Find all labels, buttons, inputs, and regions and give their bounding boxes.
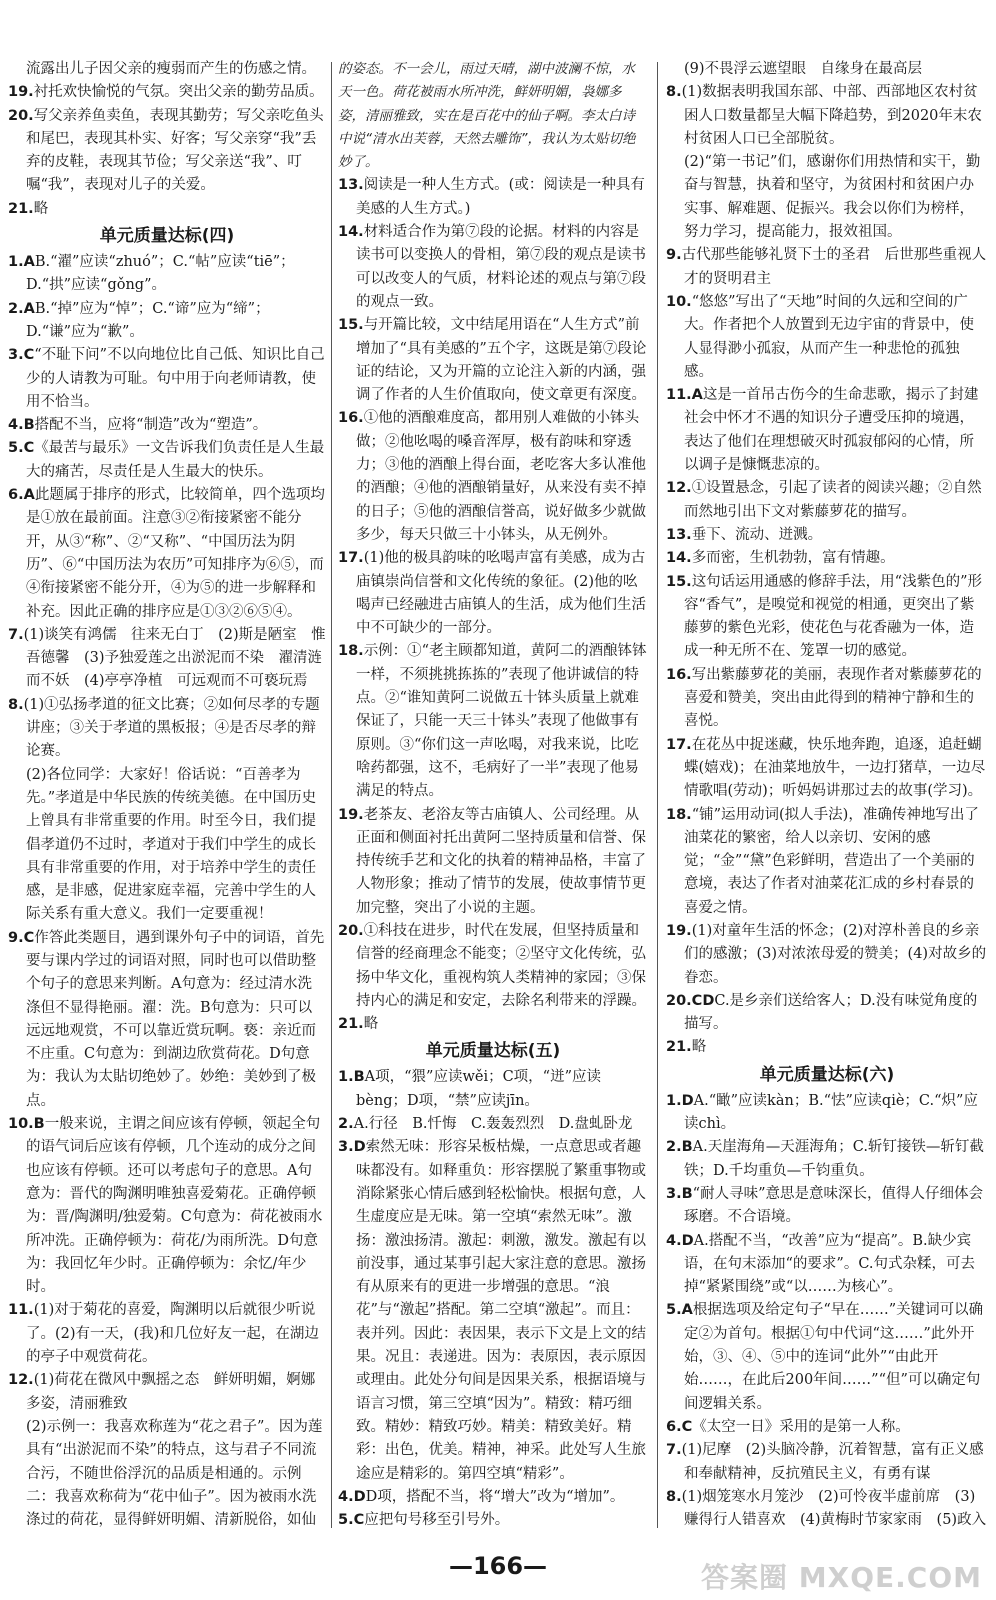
answer-text: (1)谈笑有鸿儒 往来无白丁 (2)斯是陋室 惟吾德馨 (3)予独爱莲之出淤泥而不染 濯清涟而不妖 (4)亭亭净植 可远观而不可亵玩焉 bbox=[23, 626, 326, 690]
answer-text: 衬托欢快愉悦的气氛。突出父亲的勤劳品质。 bbox=[33, 84, 324, 101]
question-number: 3.D bbox=[338, 1139, 366, 1156]
question-number: 18. bbox=[338, 643, 364, 660]
answer-item bbox=[338, 640, 648, 803]
answer-text: 材料适合作为第⑦段的论据。材料的内容是读书可以变换人的骨相，第⑦段的观点是读书可以改变人的气质，材料论述的观点与第⑦段的观点一致。 bbox=[356, 224, 646, 310]
question-number: 19. bbox=[666, 922, 692, 939]
question-number: 19. bbox=[8, 84, 34, 101]
answer-text: 《太空一日》采用的是第一人称。 bbox=[692, 1418, 910, 1435]
question-number: 1.A bbox=[8, 254, 35, 271]
question-number: 5.C bbox=[8, 440, 35, 457]
question-number: 18. bbox=[666, 806, 692, 823]
answer-text: 示例：①“老主顾都知道，黄阿二的酒酿钵钵一样，不须挑挑拣拣的”表现了他讲诚信的特点。②“谁知黄阿二说做五十钵头质量上就难保证了，只能一天三十钵头”表现了他做事有原则。③“你们这一声吆喝，对我来说，比吃啥药都强，这不，毛病好了一半”表现了他易满足的特点。 bbox=[356, 643, 647, 800]
answer-item bbox=[666, 1036, 988, 1059]
answer-item bbox=[666, 734, 988, 804]
question-number: 3.C bbox=[8, 347, 35, 364]
question-number: 4.D bbox=[338, 1488, 366, 1505]
question-number: 16. bbox=[338, 410, 364, 427]
answer-item bbox=[666, 1486, 988, 1530]
answer-text: 这是一首吊古伤今的生命悲歌，揭示了封建社会中怀才不遇的知识分子遭受压抑的境遇，表达了他们在理想破灭时孤寂郁闷的心情，所以调子是慷慨悲凉的。 bbox=[684, 387, 979, 474]
answer-text: “悠悠”写出了“天地”时间的久远和空间的广大。作者把个人放置到无边宇宙的背景中，使人显得渺小孤寂，从而产生一种悲怆的孤独感。 bbox=[684, 293, 974, 380]
question-number: 20. bbox=[8, 107, 34, 124]
column-divider bbox=[657, 62, 658, 1528]
answer-text: 一般来说，主谓之间应该有停顿，领起全句的语气词后应该有停顿，几个连动的成分之间也应该有停顿。还可以考虑句子的意思。A句意为：晋代的陶渊明唯独喜爱菊花。正确停顿为：晋/陶渊明/独爱菊。C句意为：荷花被雨水所冲洗。正确停顿为：荷花/为雨所洗。D句意为：我回忆年少时。正确停顿为：余忆/年少时。 bbox=[26, 1116, 323, 1296]
section-heading: 单元质量达标(五) bbox=[425, 1041, 561, 1062]
question-number: 15. bbox=[338, 317, 364, 334]
answer-item bbox=[8, 694, 326, 764]
answer-column-2 bbox=[338, 58, 648, 1530]
answer-text: (1)荷花在微风中飘摇之态 鲜妍明媚，婀娜多姿，清丽雅致 bbox=[26, 1372, 316, 1412]
answer-text: (1)他的极具韵味的吆喝声富有美感，成为古庙镇崇尚信誉和文化传统的象征。(2)他的吆喝声已经融进古庙镇人的生活，成为他们生活中不可缺少的一部分。 bbox=[356, 550, 646, 637]
answer-text: 搭配不当，应将“制造”改为“塑造”。 bbox=[34, 417, 268, 434]
answer-item bbox=[666, 990, 988, 1037]
answer-item bbox=[338, 1113, 648, 1136]
answer-item bbox=[666, 1183, 988, 1230]
answer-item bbox=[666, 291, 988, 384]
answer-item bbox=[8, 105, 326, 198]
answer-text: A.“瞰”应读kàn；B.“怯”应读qiè；C.“炽”应读chì。 bbox=[684, 1092, 978, 1133]
question-number: 2. bbox=[338, 1116, 354, 1133]
answer-item bbox=[8, 251, 326, 298]
answer-text: 写父亲养鱼卖鱼，表现其勤劳；写父亲吃鱼头和尾巴，表现其朴实、好客；写父亲穿“我”丢弃的皮鞋，表现其节俭；写父亲送“我”、叮嘱“我”，表现对儿子的关爱。 bbox=[26, 107, 324, 194]
question-number: 12. bbox=[666, 480, 692, 497]
question-number: 15. bbox=[666, 573, 692, 590]
answer-item bbox=[338, 1509, 648, 1530]
section-heading: 单元质量达标(四) bbox=[99, 226, 235, 247]
question-number: 21. bbox=[666, 1039, 692, 1056]
answer-text: C.是乡亲们送给客人；D.没有味觉角度的描写。 bbox=[684, 992, 978, 1033]
answer-item bbox=[666, 1136, 988, 1183]
answer-text: D项，搭配不当，将“增大”改为“增加”。 bbox=[365, 1488, 625, 1505]
question-number: 9. bbox=[666, 247, 682, 264]
answer-item bbox=[338, 221, 648, 314]
answer-item bbox=[666, 1090, 988, 1137]
answer-text: 《最苦与最乐》一文告诉我们负责任是人生最大的痛苦，尽责任是人生最大的快乐。 bbox=[26, 440, 325, 480]
answer-text: (1)尼摩 (2)头脑冷静，沉着智慧，富有正义感和奉献精神，反抗殖民主义，有勇有谋 bbox=[681, 1442, 984, 1482]
answer-item bbox=[8, 624, 326, 694]
page-number: —166— bbox=[448, 1552, 548, 1580]
watermark-logo: 答案圈 MXQE.COM bbox=[701, 1561, 982, 1594]
answer-item bbox=[8, 1113, 326, 1299]
answer-text: 垂下、流动、迸溅。 bbox=[691, 526, 823, 543]
answer-item bbox=[338, 1013, 648, 1036]
question-number: 17. bbox=[338, 550, 364, 567]
answer-column-3 bbox=[666, 58, 988, 1530]
answer-item bbox=[338, 920, 648, 1013]
question-number: 20. bbox=[338, 922, 364, 939]
question-number: 4.B bbox=[8, 417, 35, 434]
column-divider bbox=[331, 62, 332, 1528]
answer-item bbox=[338, 1066, 648, 1113]
question-number: 1.D bbox=[666, 1092, 694, 1109]
answer-item bbox=[338, 174, 648, 221]
answer-text: 略 bbox=[363, 1016, 379, 1033]
answer-item bbox=[338, 1486, 648, 1509]
answer-text: ①科技在进步，时代在发展，但坚持质量和信誉的经商理念不能变；②坚守文化传统，弘扬中华文化，重视构筑人类精神的家园；③保持内心的满足和安定，去除名利带来的浮躁。 bbox=[356, 922, 646, 1009]
answer-text: A.行径 B.忏悔 C.轰轰烈烈 D.盘虬卧龙 bbox=[353, 1116, 633, 1133]
answer-continuation: (2)“第一书记”们，感谢你们用热情和实干，勤奋与智慧，执着和坚守，为贫困村和贫困户办实事、解难题、促振兴。我会以你们为榜样，努力学习，提高能力，报效祖国。 bbox=[684, 154, 981, 241]
answer-item bbox=[666, 571, 988, 664]
answer-text: 略 bbox=[33, 200, 49, 217]
answer-item bbox=[8, 414, 326, 437]
question-number: 13. bbox=[666, 526, 692, 543]
answer-text: A.搭配不当，“改善”应为“提高”。B.缺少宾语，在句末添加“的要求”。C.句式杂糅，可去掉“紧紧围绕”或“以……为核心”。 bbox=[684, 1232, 976, 1296]
question-number: 9.C bbox=[8, 929, 35, 946]
answer-text: 根据选项及给定句子“早在……”关键词可以确定②为首句。根据①句中代词“这……”此外开始，③、④、⑤中的连词“此外”“由此开始……，在此后200年间……”“但”可以确定句间逻辑关系。 bbox=[684, 1302, 984, 1412]
answer-item bbox=[8, 1299, 326, 1369]
answer-item bbox=[338, 547, 648, 640]
answer-item bbox=[8, 437, 326, 484]
answer-item bbox=[338, 407, 648, 547]
answer-text: “耐人寻味”意思是意味深长，值得人仔细体会琢磨。不合语境。 bbox=[684, 1185, 983, 1226]
answer-item bbox=[666, 81, 988, 151]
question-number: 17. bbox=[666, 736, 692, 753]
question-number: 5.A bbox=[666, 1302, 693, 1319]
answer-text: 与开篇比较，文中结尾用语在“人生方式”前增加了“具有美感的”五个字，这既是第⑦段论证的结论，又为开篇的立论注入新的内涵，强调了作者的人生价值取向，使文章更有深度。 bbox=[356, 317, 647, 404]
answer-text: 阅读是一种人生方式。(或：阅读是一种具有美感的人生方式。) bbox=[356, 177, 645, 217]
answer-text: B.“濯”应读“zhuó”；C.“帖”应读“tiē”；D.“拱”应读“gǒng”。 bbox=[26, 254, 295, 294]
question-number: 10.B bbox=[8, 1116, 45, 1133]
answer-text: (1)①弘扬孝道的征文比赛；②如何尽孝的专题讲座；③关于孝道的黑板报；④是否尽孝的辩论赛。 bbox=[23, 696, 320, 760]
question-number: 21. bbox=[338, 1016, 364, 1033]
answer-item bbox=[8, 927, 326, 1113]
question-number: 2.A bbox=[8, 300, 35, 317]
answer-text: A.天崖海角—天涯海角；C.斩钉接铁—斩钉截铁；D.千均重负—千钧重负。 bbox=[684, 1139, 984, 1179]
question-number: 11.A bbox=[666, 387, 703, 404]
answer-text: (1)数据表明我国东部、中部、西部地区农村贫困人口数量都呈大幅下降趋势，到2020年末农村贫困人口已全部脱贫。 bbox=[681, 84, 982, 147]
answer-item bbox=[666, 384, 988, 477]
answer-text: 作答此类题目，遇到课外句子中的词语，首先要与课内学过的词语对照，同时也可以借助整个句子的意思来判断。A句意为：经过清水洗涤但不显得艳丽。濯：洗。B句意为：只可以远远地观赏，不可以靠近赏玩啊。亵：亲近而不庄重。C句意为：到湖边欣赏荷花。D句意为：我认为太貼切绝妙了。妙绝：美妙到了极点。 bbox=[26, 929, 325, 1109]
answer-item bbox=[666, 1230, 988, 1300]
answer-item bbox=[8, 344, 326, 414]
answer-item bbox=[666, 1416, 988, 1439]
question-number: 14. bbox=[338, 224, 364, 241]
answer-item bbox=[338, 1136, 648, 1485]
answer-text: 老茶友、老浴友等古庙镇人、公司经理。从正面和侧面衬托出黄阿二坚持质量和信誉、保持传统手艺和文化的执着的精神品格，丰富了人物形象；推动了情节的发展，使故事情节更加完整，突出了小说的主题。 bbox=[356, 806, 646, 916]
question-number: 13. bbox=[338, 177, 364, 194]
question-number: 1.B bbox=[338, 1069, 365, 1086]
answer-item bbox=[8, 298, 326, 345]
question-number: 16. bbox=[666, 666, 692, 683]
answer-text: 这句话运用通感的修辞手法，用“浅紫色的”形容“香气”，是嗅觉和视觉的相通，更突出了紫藤萝的紫色光彩，使花色与花香融为一体，造成一种无所不在、笼罩一切的感觉。 bbox=[684, 573, 983, 660]
question-number: 12. bbox=[8, 1372, 34, 1389]
translation-text: 的姿态。不一会儿，雨过天晴，湖中波澜不惊，水天一色。荷花被雨水所冲洗，鲜妍明媚，袅娜多姿，清丽雅致，实在是百花中的仙子啊。李太白诗中说“清水出芙蓉，天然去雕饰”，我认为太贴切绝妙了。 bbox=[338, 61, 636, 171]
answer-column-1 bbox=[8, 58, 326, 1530]
answer-continuation: (2)示例一：我喜欢称莲为“花之君子”。因为莲具有“出淤泥而不染”的特点，这与君子不同流合污，不随世俗浮沉的品质是相通的。示例二：我喜欢称荷为“花中仙子”。因为被雨水洗涤过的荷花，显得鲜妍明媚、清新脱俗，如仙 bbox=[26, 1418, 323, 1529]
question-number: 21. bbox=[8, 200, 34, 217]
question-number: 8. bbox=[666, 84, 682, 101]
answer-text: 在花丛中捉迷藏，快乐地奔跑，追逐，追赶蝴蝶(嬉戏)；在油菜地放牛，一边打猪草，一边尽情歌唱(劳动)；听妈妈讲那过去的故事(学习)。 bbox=[684, 736, 986, 800]
answer-item bbox=[666, 920, 988, 990]
answer-item bbox=[338, 314, 648, 407]
answer-item bbox=[666, 244, 988, 291]
answer-continuation: (9)不畏浮云遮望眼 自缘身在最高层 bbox=[684, 61, 923, 77]
answer-continuation: 流露出儿子因父亲的瘦弱而产生的伤感之情。 bbox=[26, 61, 316, 77]
answer-item bbox=[8, 484, 326, 624]
answer-item bbox=[666, 547, 988, 570]
question-number: 10. bbox=[666, 293, 692, 310]
answer-text: (1)对于菊花的喜爱，陶渊明以后就很少听说了。(2)有一天，(我)和几位好友一起，在湖边的亭子中观赏荷花。 bbox=[26, 1302, 319, 1366]
question-number: 2.B bbox=[666, 1139, 693, 1156]
answer-text: “不耻下问”不以向地位比自己低、知识比自己少的人请教为可耻。句中用于向老师请教，使用不恰当。 bbox=[26, 347, 325, 410]
answer-item bbox=[666, 804, 988, 920]
answer-text: 此题属于排序的形式，比较简单，四个选项均是①放在最前面。注意③②衔接紧密不能分开，从③“称”、②“又称”、“中国历法为阴历”、⑥“中国历法为农历”可知排序为⑥⑤，而④衔接紧密不能分开，④为⑤的进一步解释和补充。因此正确的排序应是①③②⑥⑤④。 bbox=[26, 487, 325, 620]
answer-text: (1)对童年生活的怀念；(2)对淳朴善良的乡亲们的感激；(3)对浓浓母爱的赞美；(4)对故乡的眷恋。 bbox=[684, 922, 987, 986]
answer-text: A项，“猥”应读wěi；C项，“迸”应读bèng；D项，“禁”应读jīn。 bbox=[356, 1069, 602, 1109]
answer-item bbox=[8, 198, 326, 221]
answer-continuation: (2)各位同学：大家好！俗话说：“百善孝为先。”孝道是中华民族的传统美德。在中国历史上曾具有非常重要的作用。时至今日，我们提倡孝道仍不过时，孝道对于我们中学生的成长具有非常重要的作用，对于培养中学生的责任感，是非感，促进家庭幸福，完善中学生的人际关系有重大意义。我们一定要重视！ bbox=[26, 766, 317, 923]
answer-text: 古代那些能够礼贤下士的圣君 后世那些重视人才的贤明君主 bbox=[681, 247, 987, 287]
question-number: 3.B bbox=[666, 1185, 693, 1202]
answer-text: B.“掉”应为“悼”；C.“谛”应为“缔”；D.“谦”应为“歉”。 bbox=[26, 300, 270, 340]
question-number: 8. bbox=[8, 696, 24, 713]
answer-text: 写出紫藤萝花的美丽，表现作者对紫藤萝花的喜爱和赞美，突出由此得到的精神宁静和生的喜悦。 bbox=[684, 666, 982, 730]
answer-text: 略 bbox=[691, 1039, 707, 1056]
answer-item bbox=[666, 1299, 988, 1415]
answer-item bbox=[666, 1439, 988, 1486]
answer-text: (1)烟笼寒水月笼沙 (2)可怜夜半虚前席 (3)赚得行人错喜欢 (4)黄梅时节家家雨 (5)政入 bbox=[681, 1488, 987, 1529]
answer-text: 多而密，生机勃勃，富有情趣。 bbox=[691, 550, 895, 567]
answer-text: ①他的酒酿难度高，都用别人难做的小钵头做；②他吆喝的嗓音浑厚，极有韵味和穿透力；③他的酒酿上得台面，老吃客大多认准他的酒酿；④他的酒酿销量好，从来没有卖不掉的日子；⑤他的酒酿信誉高，说好做多少就做多少，每天只做三十小钵头，从无例外。 bbox=[356, 410, 646, 543]
answer-text: 应把句号移至引号外。 bbox=[364, 1512, 510, 1529]
question-number: 6.A bbox=[8, 487, 35, 504]
question-number: 7. bbox=[666, 1442, 682, 1459]
question-number: 5.C bbox=[338, 1512, 365, 1529]
answer-text: 索然无味：形容呆板枯燥，一点意思或者趣味都没有。如释重负：形容摆脱了繁重事物或消除紧张心情后感到轻松愉快。根据句意，人生虚度应是无味。第一空填“索然无味”。激扬：激浊扬清。激起：刺激，激发。激起有以前没事，通过某事引起大家注意的意思。激扬有从原来有的更进一步增强的意思。“浪花”与“激起”搭配。第二空填“激起”。而且：表并列。因此：表因果，表示下文是上文的结果。况且：表递进。因为：表原因，表示原因或理由。此处分句间是因果关系，根据语境与语言习惯，第三空填“因为”。精致：精巧细致。精妙：精致巧妙。精美：精致美好。精彩：出色，优美。精神，神采。此处写人生旅途应是精彩的。第四空填“精彩”。 bbox=[356, 1139, 646, 1482]
answer-text: “铺”运用动词(拟人手法)，准确传神地写出了油菜花的繁密，给人以亲切、安闲的感觉；“金”“黛”色彩鲜明，营造出了一个美丽的意境，表达了作者对油菜花汇成的乡村春景的喜爱之情。 bbox=[684, 806, 979, 916]
answer-item bbox=[666, 664, 988, 734]
question-number: 20.CD bbox=[666, 992, 715, 1009]
question-number: 8. bbox=[666, 1488, 682, 1505]
question-number: 19. bbox=[338, 806, 364, 823]
answer-item bbox=[8, 1369, 326, 1416]
question-number: 4.D bbox=[666, 1232, 694, 1249]
question-number: 11. bbox=[8, 1302, 34, 1319]
answer-item bbox=[338, 804, 648, 920]
answer-item bbox=[666, 524, 988, 547]
question-number: 6.C bbox=[666, 1418, 693, 1435]
question-number: 7. bbox=[8, 626, 24, 643]
answer-item bbox=[666, 477, 988, 524]
answer-item bbox=[8, 81, 326, 104]
question-number: 14. bbox=[666, 550, 692, 567]
answer-text: ①设置悬念，引起了读者的阅读兴趣；②自然而然地引出下文对紫藤萝花的描写。 bbox=[684, 480, 982, 520]
section-heading: 单元质量达标(六) bbox=[759, 1064, 895, 1085]
